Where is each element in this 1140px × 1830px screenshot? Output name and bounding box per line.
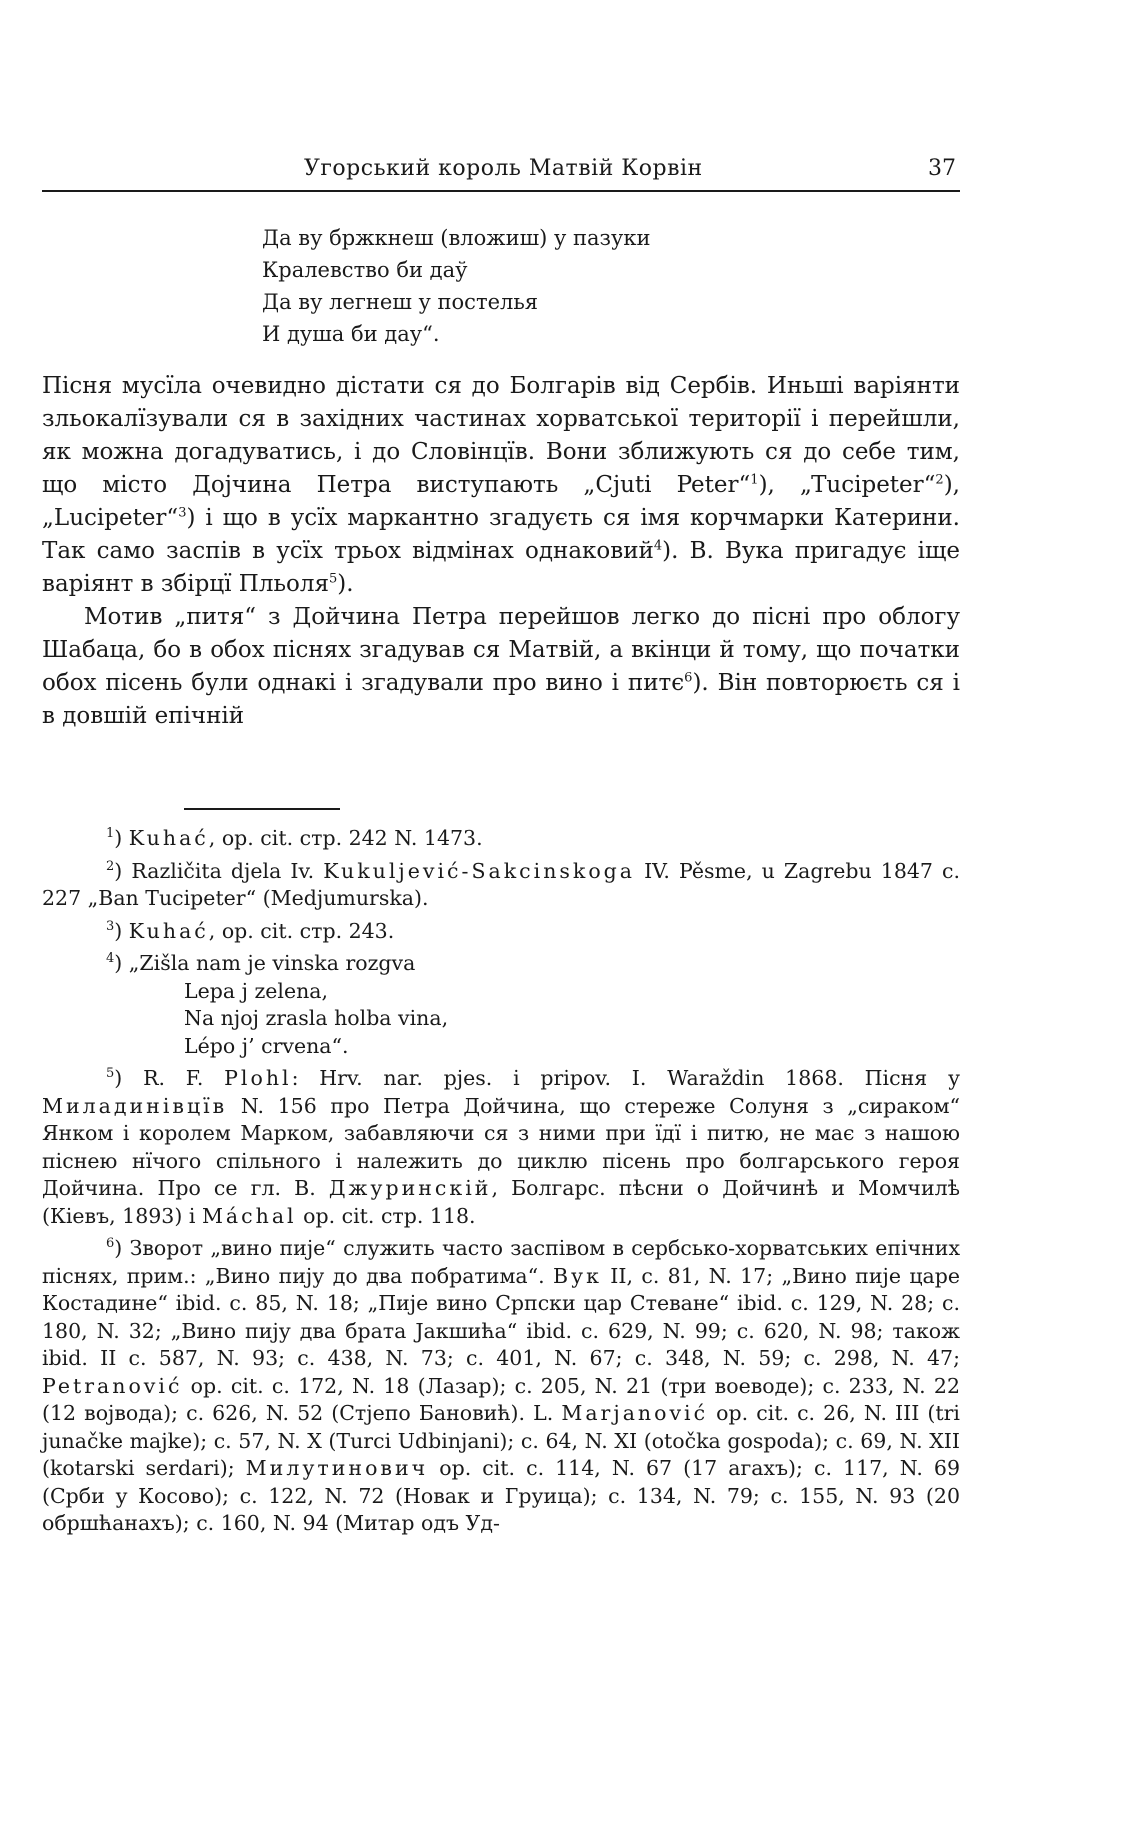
running-header [42,150,960,192]
footnote-mark: 4 [106,951,115,966]
footnote-ref[interactable]: 6 [684,670,693,686]
footnote: $^4$) „Zišla nam je vinska rozgva [106,951,416,975]
verse-line: Да ву бржкнеш (вложиш) у пазуки [262,226,651,250]
footnote-mark: 5 [106,1066,115,1081]
footnote: $^3$) Kuhać, op. cit. стр. 243. [106,918,395,943]
footnote-mark: 3 [106,918,115,934]
footnote-mark: 2 [106,858,115,874]
footnote-ref[interactable]: 5 [328,571,338,587]
footnote-divider [184,808,340,810]
footnote-ref[interactable]: 3 [178,505,187,521]
footnote-ref[interactable]: 2 [935,472,944,488]
page-number: 37 [928,156,956,181]
footnote-mark: 1 [106,826,115,841]
footnote-ref[interactable]: 4 [653,538,663,554]
footnote: $^2$) Različita djela Iv. Kukuljević-Sakcinskoga IV. Pěsme, u Zagrebu 1847 c. 227 „Ban Tucipeter“ (Medjumurska). [42,858,960,910]
footnote-verse-line: „Zišla nam je vinska rozgva [128,951,416,975]
verse-quote [262,222,650,350]
footnote-ref[interactable]: 1 [750,472,759,488]
footnote-verse-line: Na njoj zrasla holba vina, [184,1006,449,1030]
main-text [42,370,960,733]
paragraph: Пісня мусїла очевидно дістати ся до Болгарів від Сербів. Иньші варіянти зльокалїзували ся в західних частинах хорватської території і перейшли, як можна догадуватись, і до Словінцїв. Вони зближують ся до себе тим, що місто Дојчина Петра виступають „Cjuti Peter“$^1$), „Tucipeter“$^2$), „Lucipeter“$^3$) і що в усїх маркантно згадуєть ся імя корчмарки Катерини. Так само заспів в усїх трьох відмінах однаковий$^4$). В. Вука пригадує іще варіянт в збірцї Пльоля$^5$). [42,373,960,597]
verse-line: Да ву легнеш у постелья [262,290,539,314]
footnote: $^5$) R. F. Plohl: Hrv. nar. pjes. i pripov. I. Waraždin 1868. Пісня у Миладинівцїв N. 156 про Петра Дойчина, що стереже Солуня з „сираком“ Янком і королем Марком, забавляючи ся з ними при їдї і питю, не має з нашою піснею нїчого спільного і належить до циклю пісень про болгарського героя Дойчина. Про се гл. В. Джуринскій, Болгарс. пѣсни о Дойчинѣ и Момчилѣ (Кіевъ, 1893) і Máchal op. cit. стр. 118. [42,1066,961,1228]
footnote: $^6$) Зворот „вино пије“ служить часто заспівом в сербсько-хорватських епічних піснях, прим.: „Вино пију до два побратима“. Вук II, с. 81, N. 17; „Вино пије царе Костадине“ ibid. c. 85, N. 18; „Пије вино Српски цар Стеване“ ibid. c. 129, N. 28; c. 180, N. 32; „Вино пију два брата Јакшића“ ibid. c. 629, N. 99; c. 620, N. 98; також ibid. II c. 587, N. 93; c. 438, N. 73; c. 401, N. 67; c. 348, N. 59; c. 298, N. 47; Petranović op. cit. c. 172, N. 18 (Лазар); c. 205, N. 21 (три воеводе); c. 233, N. 22 (12 војвода); c. 626, N. 52 (Стјепо Бановић). L. Marjanović op. cit. c. 26, N. III (tri junačke majke); c. 57, N. X (Turci Udbinjani); c. 64, N. XI (otočka gospoda); c. 69, N. XII (kotarski serdari); Милутинович op. cit. c. 114, N. 67 (17 агахъ); c. 117, N. 69 (Срби у Косово); c. 122, N. 72 (Новак и Груица); c. 134, N. 79; c. 155, N. 93 (20 обршћанахъ); c. 160, N. 94 (Митар одъ Уд- [42,1236,961,1535]
verse-line: Кралевство би даў [262,258,468,282]
footnote-mark: 6 [106,1236,115,1251]
footnote: $^1$) Kuhać, op. cit. стр. 242 N. 1473. [106,826,483,850]
footnote-verse-line: Lepa j zelena, [184,978,329,1003]
paragraph: Мотив „питя“ з Дойчина Петра перейшов легко до пісні про облогу Шабаца, бо в обох піснях згадував ся Матвій, а вкінци й тому, що початки обох пісень були однакі і згадували про вино і питє$^6$). Він повторюєть ся і в довшій епічній [42,604,960,729]
verse-line: И душа би дау“. [262,322,440,346]
running-title: Угорський король Матвій Корвін [304,156,703,181]
footnote-verse-line: Lépo j’ crvena“. [184,1033,349,1058]
footnotes [42,820,960,1538]
